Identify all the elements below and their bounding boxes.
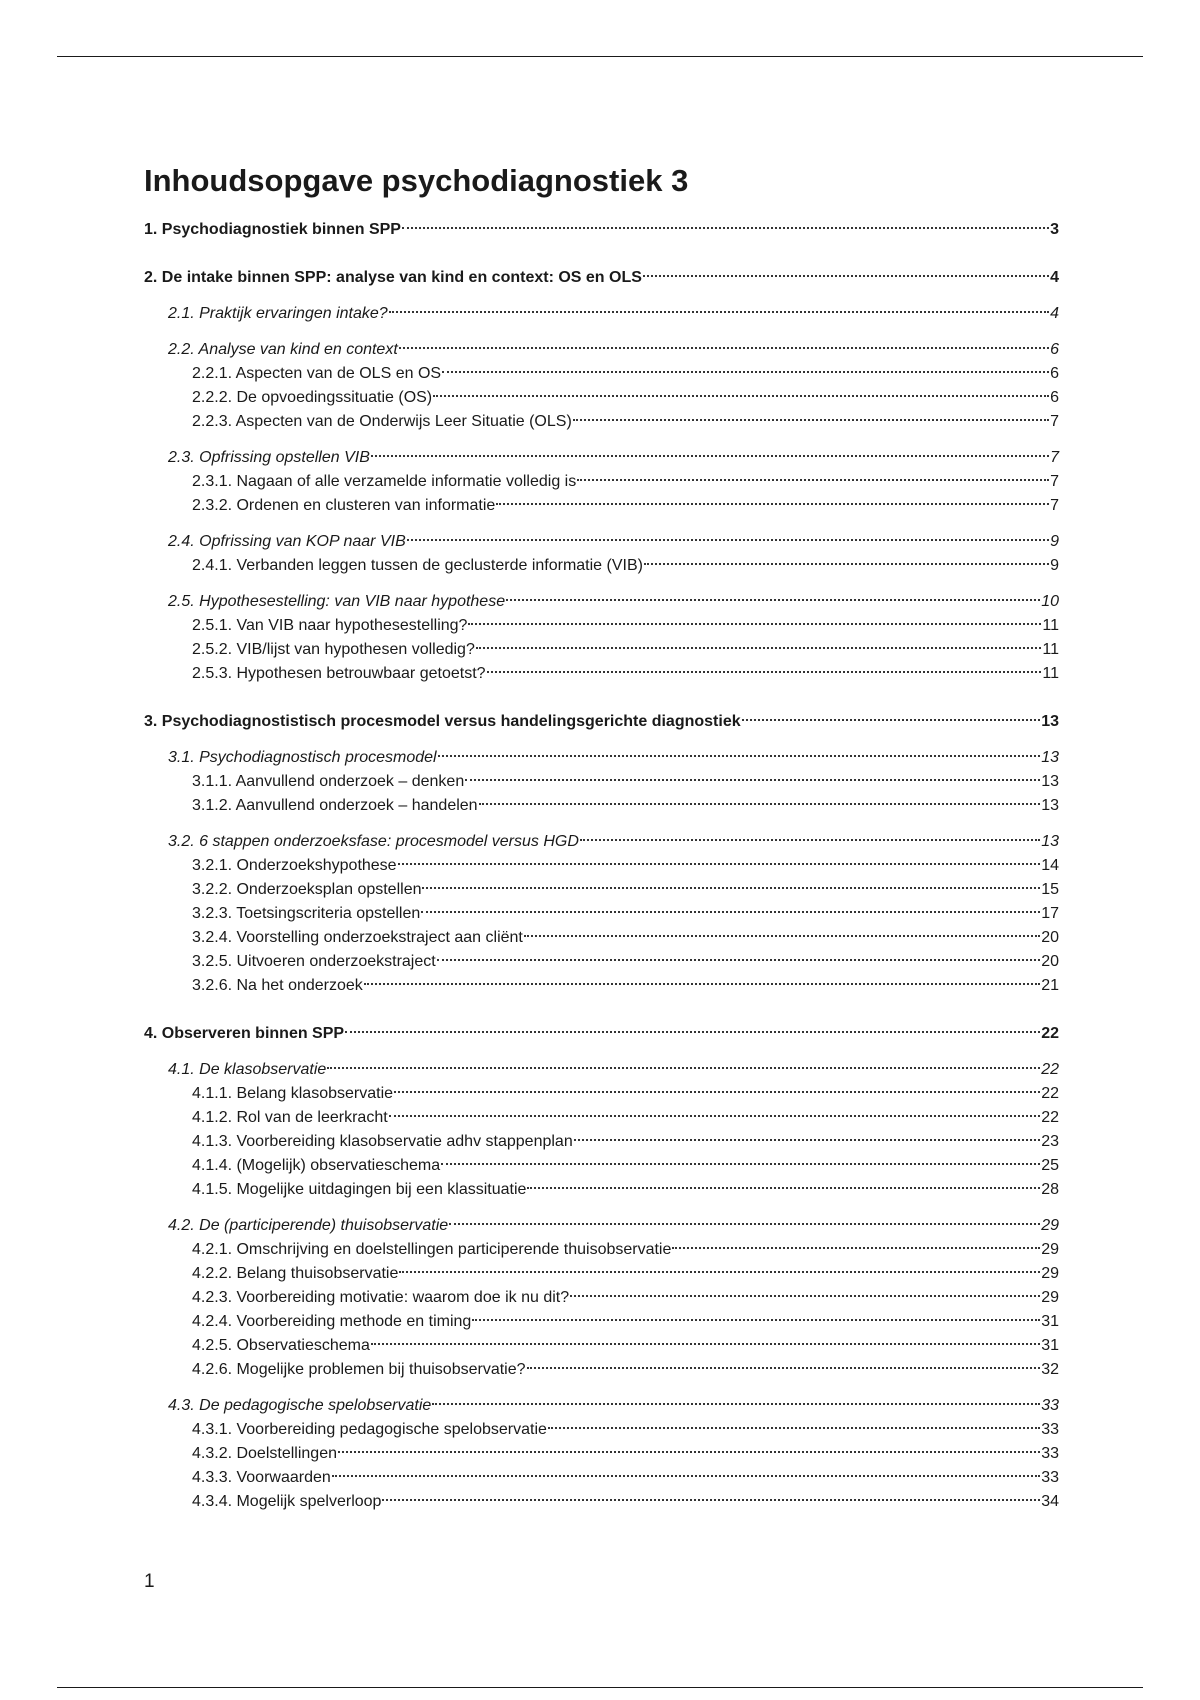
toc-leader-dots <box>742 719 1041 721</box>
toc-leader-dots <box>580 839 1040 841</box>
toc-entry-label: 4.2.2. Belang thuisobservatie <box>192 1265 399 1282</box>
toc-entry[interactable] <box>144 878 1059 902</box>
toc-entry[interactable] <box>144 974 1059 998</box>
toc-entry[interactable] <box>144 1442 1059 1466</box>
toc-entry[interactable] <box>144 854 1059 878</box>
toc-entry-label: 4.2.4. Voorbereiding methode en timing <box>192 1313 472 1330</box>
document-title: Inhoudsopgave psychodiagnostiek 3 <box>144 163 689 198</box>
toc-entry[interactable] <box>144 1130 1059 1154</box>
toc-entry[interactable] <box>144 770 1059 794</box>
toc-entry[interactable] <box>144 662 1059 686</box>
toc-entry-page: 13 <box>1041 749 1059 766</box>
toc-entry-page: 29 <box>1041 1241 1059 1258</box>
toc-entry-label: 4.3.2. Doelstellingen <box>192 1445 337 1462</box>
toc-entry[interactable] <box>144 338 1059 362</box>
toc-entry-label: 2.3.2. Ordenen en clusteren van informatie <box>192 497 496 514</box>
toc-entry-label: 1. Psychodiagnostiek binnen SPP <box>144 221 401 238</box>
toc-entry-label: 2.1. Praktijk ervaringen intake? <box>168 305 388 322</box>
toc-entry[interactable] <box>144 554 1059 578</box>
page-number: 1 <box>144 1571 155 1592</box>
toc-entry-label: 2.4. Opfrissing van KOP naar VIB <box>168 533 406 550</box>
toc-entry-label: 2.5.2. VIB/lijst van hypothesen volledig? <box>192 641 475 658</box>
toc-entry-label: 2.5.3. Hypothesen betrouwbaar getoetst? <box>192 665 486 682</box>
toc-leader-dots <box>449 1223 1040 1225</box>
toc-entry-page: 7 <box>1050 497 1059 514</box>
toc-leader-dots <box>574 1139 1040 1141</box>
toc-entry[interactable] <box>144 746 1059 770</box>
toc-entry-label: 4.2. De (participerende) thuisobservatie <box>168 1217 449 1234</box>
toc-entry-label: 4.2.5. Observatieschema <box>192 1337 370 1354</box>
toc-entry[interactable] <box>144 1262 1059 1286</box>
toc-entry[interactable] <box>144 830 1059 854</box>
toc-entry-page: 34 <box>1041 1493 1059 1510</box>
toc-entry-label: 2.4.1. Verbanden leggen tussen de geclusterde informatie (VIB) <box>192 557 643 574</box>
toc-entry-page: 32 <box>1041 1361 1059 1378</box>
toc-entry-page: 22 <box>1041 1025 1059 1042</box>
toc-entry[interactable] <box>144 266 1059 290</box>
toc-entry[interactable] <box>144 710 1059 734</box>
toc-leader-dots <box>496 503 1049 505</box>
toc-entry-page: 29 <box>1041 1289 1059 1306</box>
toc-entry-page: 11 <box>1042 641 1059 658</box>
toc-leader-dots <box>433 395 1049 397</box>
toc-entry[interactable] <box>144 446 1059 470</box>
toc-entry[interactable] <box>144 950 1059 974</box>
toc-entry[interactable] <box>144 1106 1059 1130</box>
toc-entry-label: 3.2. 6 stappen onderzoeksfase: procesmodel versus HGD <box>168 833 579 850</box>
toc-leader-dots <box>479 803 1041 805</box>
toc-entry[interactable] <box>144 1214 1059 1238</box>
toc-entry-page: 11 <box>1042 617 1059 634</box>
toc-leader-dots <box>465 779 1040 781</box>
toc-entry-page: 29 <box>1041 1265 1059 1282</box>
toc-entry-label: 3.1.2. Aanvullend onderzoek – handelen <box>192 797 478 814</box>
toc-leader-dots <box>573 419 1049 421</box>
toc-leader-dots <box>432 1403 1040 1405</box>
toc-entry-page: 13 <box>1041 833 1059 850</box>
header-rule <box>57 56 1143 57</box>
toc-leader-dots <box>399 347 1049 349</box>
toc-entry-page: 7 <box>1050 473 1059 490</box>
toc-entry-label: 2.3. Opfrissing opstellen VIB <box>168 449 370 466</box>
toc-entry-page: 29 <box>1041 1217 1059 1234</box>
toc-entry[interactable] <box>144 638 1059 662</box>
toc-entry-label: 4.3.3. Voorwaarden <box>192 1469 331 1486</box>
toc-leader-dots <box>438 755 1041 757</box>
toc-leader-dots <box>389 311 1049 313</box>
toc-leader-dots <box>402 227 1049 229</box>
toc-entry-page: 3 <box>1050 221 1059 238</box>
toc-entry[interactable] <box>144 1022 1059 1046</box>
toc-entry-label: 4.3. De pedagogische spelobservatie <box>168 1397 432 1414</box>
toc-entry[interactable] <box>144 1358 1059 1382</box>
toc-entry[interactable] <box>144 1238 1059 1262</box>
toc-leader-dots <box>407 539 1049 541</box>
toc-entry[interactable] <box>144 1466 1059 1490</box>
toc-leader-dots <box>487 671 1042 673</box>
toc-leader-dots <box>527 1187 1040 1189</box>
toc-entry-page: 14 <box>1041 857 1059 874</box>
toc-leader-dots <box>394 1091 1040 1093</box>
toc-entry[interactable] <box>144 1310 1059 1334</box>
toc-entry-page: 6 <box>1050 341 1059 358</box>
toc-entry-page: 31 <box>1041 1337 1059 1354</box>
toc-leader-dots <box>644 563 1049 565</box>
toc-leader-dots <box>570 1295 1040 1297</box>
toc-leader-dots <box>327 1067 1040 1069</box>
toc-entry-page: 4 <box>1050 269 1059 286</box>
toc-entry-label: 3.2.2. Onderzoeksplan opstellen <box>192 881 422 898</box>
toc-entry-page: 13 <box>1041 797 1059 814</box>
toc-entry[interactable] <box>144 410 1059 434</box>
toc-leader-dots <box>441 1163 1040 1165</box>
toc-leader-dots <box>506 599 1040 601</box>
toc-entry[interactable] <box>144 1154 1059 1178</box>
toc-entry-page: 6 <box>1050 365 1059 382</box>
toc-entry-page: 20 <box>1041 953 1059 970</box>
toc-entry[interactable] <box>144 614 1059 638</box>
toc-entry[interactable] <box>144 1490 1059 1514</box>
toc-entry-page: 21 <box>1041 977 1059 994</box>
toc-entry-label: 2.5.1. Van VIB naar hypothesestelling? <box>192 617 468 634</box>
toc-leader-dots <box>345 1031 1040 1033</box>
toc-entry-page: 25 <box>1041 1157 1059 1174</box>
toc-entry-page: 15 <box>1041 881 1059 898</box>
toc-leader-dots <box>643 275 1049 277</box>
toc-entry-page: 10 <box>1041 593 1059 610</box>
toc-entry-label: 3.2.4. Voorstelling onderzoekstraject aan cliënt <box>192 929 523 946</box>
table-of-contents <box>144 218 1059 1514</box>
footer-rule <box>57 1687 1143 1688</box>
toc-entry[interactable] <box>144 1178 1059 1202</box>
toc-entry[interactable] <box>144 1394 1059 1418</box>
toc-leader-dots <box>422 887 1040 889</box>
toc-entry[interactable] <box>144 1058 1059 1082</box>
toc-leader-dots <box>364 983 1040 985</box>
toc-entry-page: 28 <box>1041 1181 1059 1198</box>
toc-leader-dots <box>338 1451 1040 1453</box>
toc-entry-label: 4.2.1. Omschrijving en doelstellingen participerende thuisobservatie <box>192 1241 672 1258</box>
toc-entry-label: 3. Psychodiagnostistisch procesmodel versus handelingsgerichte diagnostiek <box>144 713 741 730</box>
toc-entry-page: 31 <box>1041 1313 1059 1330</box>
toc-entry-label: 3.2.3. Toetsingscriteria opstellen <box>192 905 421 922</box>
toc-entry-page: 33 <box>1041 1445 1059 1462</box>
toc-leader-dots <box>398 863 1041 865</box>
toc-entry-page: 7 <box>1050 413 1059 430</box>
toc-leader-dots <box>371 1343 1040 1345</box>
toc-leader-dots <box>389 1115 1041 1117</box>
toc-leader-dots <box>468 623 1041 625</box>
toc-leader-dots <box>399 1271 1040 1273</box>
toc-entry-label: 2.3.1. Nagaan of alle verzamelde informatie volledig is <box>192 473 577 490</box>
toc-entry-page: 13 <box>1041 773 1059 790</box>
toc-leader-dots <box>577 479 1049 481</box>
toc-entry-page: 33 <box>1041 1469 1059 1486</box>
toc-leader-dots <box>472 1319 1040 1321</box>
toc-entry-label: 2.5. Hypothesestelling: van VIB naar hypothese <box>168 593 506 610</box>
toc-entry[interactable] <box>144 1082 1059 1106</box>
toc-entry[interactable] <box>144 218 1059 242</box>
toc-entry-page: 33 <box>1041 1397 1059 1414</box>
toc-entry[interactable] <box>144 1418 1059 1442</box>
toc-entry-label: 3.1. Psychodiagnostisch procesmodel <box>168 749 437 766</box>
toc-entry-label: 4.2.6. Mogelijke problemen bij thuisobservatie? <box>192 1361 526 1378</box>
toc-entry-page: 4 <box>1050 305 1059 322</box>
toc-entry[interactable] <box>144 530 1059 554</box>
toc-leader-dots <box>421 911 1040 913</box>
document-page <box>144 162 1059 1514</box>
toc-entry-page: 11 <box>1042 665 1059 682</box>
toc-entry-page: 17 <box>1041 905 1059 922</box>
toc-entry[interactable] <box>144 926 1059 950</box>
toc-entry-label: 4.2.3. Voorbereiding motivatie: waarom doe ik nu dit? <box>192 1289 570 1306</box>
toc-entry[interactable] <box>144 470 1059 494</box>
toc-entry[interactable] <box>144 1334 1059 1358</box>
toc-entry-label: 3.1.1. Aanvullend onderzoek – denken <box>192 773 465 790</box>
toc-entry-label: 4.3.1. Voorbereiding pedagogische spelobservatie <box>192 1421 547 1438</box>
toc-leader-dots <box>672 1247 1040 1249</box>
toc-entry-label: 2. De intake binnen SPP: analyse van kind en context: OS en OLS <box>144 269 642 286</box>
toc-entry[interactable] <box>144 302 1059 326</box>
toc-entry-label: 2.2. Analyse van kind en context <box>168 341 398 358</box>
toc-entry[interactable] <box>144 386 1059 410</box>
toc-entry-page: 20 <box>1041 929 1059 946</box>
toc-entry-page: 22 <box>1041 1085 1059 1102</box>
toc-entry[interactable] <box>144 362 1059 386</box>
toc-leader-dots <box>437 959 1041 961</box>
toc-leader-dots <box>442 371 1049 373</box>
toc-entry-page: 33 <box>1041 1421 1059 1438</box>
toc-entry-label: 4. Observeren binnen SPP <box>144 1025 345 1042</box>
toc-entry-page: 22 <box>1041 1109 1059 1126</box>
toc-entry[interactable] <box>144 590 1059 614</box>
toc-leader-dots <box>371 455 1049 457</box>
toc-leader-dots <box>524 935 1040 937</box>
toc-entry-label: 4.1.3. Voorbereiding klasobservatie adhv stappenplan <box>192 1133 573 1150</box>
toc-entry-label: 2.2.3. Aspecten van de Onderwijs Leer Situatie (OLS) <box>192 413 572 430</box>
toc-leader-dots <box>476 647 1042 649</box>
toc-entry-label: 4.1.5. Mogelijke uitdagingen bij een klassituatie <box>192 1181 527 1198</box>
toc-entry-page: 13 <box>1041 713 1059 730</box>
toc-entry-label: 4.1.4. (Mogelijk) observatieschema <box>192 1157 441 1174</box>
toc-entry-label: 4.1.2. Rol van de leerkracht <box>192 1109 388 1126</box>
toc-leader-dots <box>527 1367 1041 1369</box>
toc-leader-dots <box>332 1475 1040 1477</box>
toc-entry-label: 4.3.4. Mogelijk spelverloop <box>192 1493 382 1510</box>
toc-entry-page: 6 <box>1050 389 1059 406</box>
toc-entry-page: 7 <box>1050 449 1059 466</box>
toc-entry-page: 23 <box>1041 1133 1059 1150</box>
toc-entry[interactable] <box>144 794 1059 818</box>
toc-leader-dots <box>382 1499 1040 1501</box>
toc-entry[interactable] <box>144 902 1059 926</box>
toc-entry-label: 3.2.5. Uitvoeren onderzoekstraject <box>192 953 436 970</box>
toc-entry[interactable] <box>144 494 1059 518</box>
toc-entry-page: 9 <box>1050 533 1059 550</box>
toc-entry-label: 2.2.1. Aspecten van de OLS en OS <box>192 365 442 382</box>
toc-entry-page: 9 <box>1050 557 1059 574</box>
toc-entry-label: 3.2.1. Onderzoekshypothese <box>192 857 397 874</box>
toc-entry-label: 2.2.2. De opvoedingssituatie (OS) <box>192 389 433 406</box>
toc-entry-page: 22 <box>1041 1061 1059 1078</box>
toc-entry-label: 4.1.1. Belang klasobservatie <box>192 1085 394 1102</box>
toc-entry-label: 3.2.6. Na het onderzoek <box>192 977 363 994</box>
toc-leader-dots <box>548 1427 1040 1429</box>
toc-entry[interactable] <box>144 1286 1059 1310</box>
toc-entry-label: 4.1. De klasobservatie <box>168 1061 327 1078</box>
